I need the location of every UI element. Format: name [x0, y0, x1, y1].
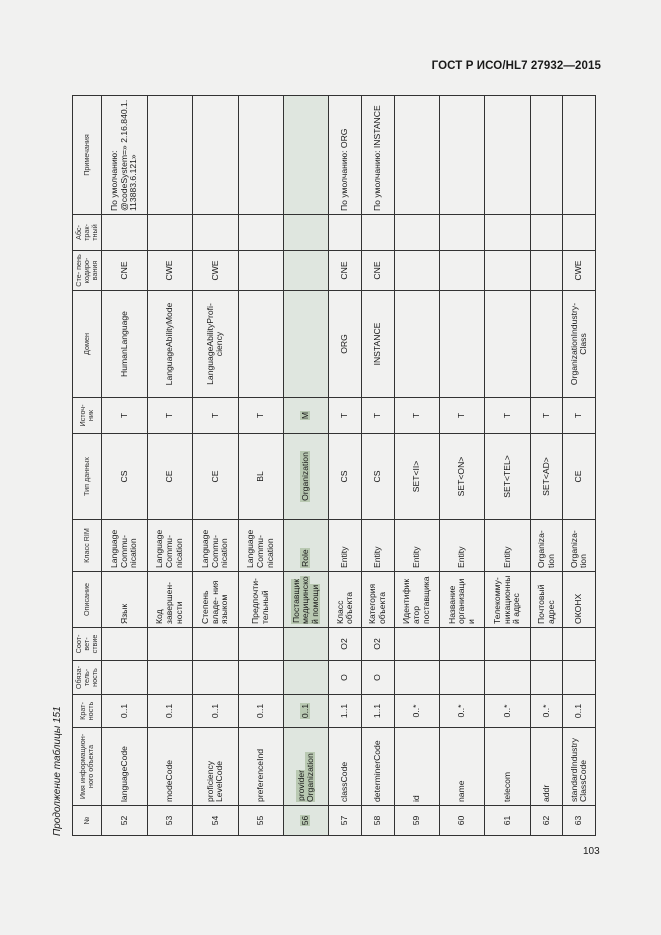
cell-abstract — [485, 215, 530, 251]
rotated-table-container — [72, 96, 596, 836]
cell-rim-class: Role — [284, 520, 329, 572]
cell-conformance — [530, 628, 563, 661]
table-row — [530, 96, 563, 836]
cell-coding: CNE — [361, 251, 394, 291]
page-number: 103 — [583, 846, 600, 857]
cell-cardinality: 0..* — [394, 695, 439, 728]
cell-cardinality: 0..1 — [563, 695, 596, 728]
cell-object-name: id — [394, 728, 439, 806]
cell-mandatory — [530, 661, 563, 695]
cell-domain: INSTANCE — [361, 291, 394, 398]
cell-notes: По умолчанию: INSTANCE — [361, 96, 394, 215]
cell-source: T — [193, 398, 238, 434]
cell-coding: CWE — [563, 251, 596, 291]
table-row — [485, 96, 530, 836]
cell-rim-class: Entity — [361, 520, 394, 572]
col-header-name: Имя информацион- ного объекта — [73, 728, 102, 806]
cell-source: T — [361, 398, 394, 434]
cell-description: Код завершен- ности — [147, 572, 192, 628]
cell-domain: OrganizationIndustry- Class — [563, 291, 596, 398]
cell-coding: CNE — [329, 251, 362, 291]
cell-conformance: O2 — [329, 628, 362, 661]
col-header-abstract: Абс- трак- тный — [73, 215, 102, 251]
cell-rim-class: Language Commu- nication — [238, 520, 283, 572]
cell-coding: CNE — [102, 251, 147, 291]
cell-conformance — [563, 628, 596, 661]
col-header-no: № — [73, 806, 102, 836]
cell-abstract — [147, 215, 192, 251]
cell-domain — [394, 291, 439, 398]
cell-notes — [147, 96, 192, 215]
cell-notes — [284, 96, 329, 215]
cell-number: 62 — [530, 806, 563, 836]
cell-rim-class: Language Commu- nication — [193, 520, 238, 572]
cell-cardinality: 0..* — [530, 695, 563, 728]
cell-domain — [530, 291, 563, 398]
cell-object-name: name — [439, 728, 484, 806]
cell-object-name: proficiency LevelCode — [193, 728, 238, 806]
cell-mandatory — [193, 661, 238, 695]
cell-rim-class: Organiza- tion — [530, 520, 563, 572]
cell-notes — [485, 96, 530, 215]
cell-description: Поставщик медицинской помощи — [284, 572, 329, 628]
cell-domain: ORG — [329, 291, 362, 398]
cell-mandatory — [147, 661, 192, 695]
cell-data-type: SET<AD> — [530, 434, 563, 520]
cell-cardinality: 0..* — [439, 695, 484, 728]
cell-domain — [439, 291, 484, 398]
cell-number: 57 — [329, 806, 362, 836]
cell-notes — [238, 96, 283, 215]
cell-abstract — [530, 215, 563, 251]
cell-conformance — [284, 628, 329, 661]
col-header-rim-class: Класс RIM — [73, 520, 102, 572]
cell-cardinality: 1..1 — [361, 695, 394, 728]
cell-object-name: telecom — [485, 728, 530, 806]
cell-notes — [439, 96, 484, 215]
cell-abstract — [238, 215, 283, 251]
cell-description: Класс объекта — [329, 572, 362, 628]
cell-conformance — [394, 628, 439, 661]
cell-abstract — [361, 215, 394, 251]
cell-number: 55 — [238, 806, 283, 836]
cell-mandatory — [563, 661, 596, 695]
cell-object-name: standardIndustry ClassCode — [563, 728, 596, 806]
cell-abstract — [284, 215, 329, 251]
document-header: ГОСТ Р ИСО/HL7 27932—2015 — [431, 60, 601, 72]
cell-cardinality: 0..* — [485, 695, 530, 728]
cell-domain — [238, 291, 283, 398]
cell-number: 59 — [394, 806, 439, 836]
table-row — [238, 96, 283, 836]
cell-abstract — [563, 215, 596, 251]
cell-data-type: CS — [329, 434, 362, 520]
cell-data-type: CS — [102, 434, 147, 520]
cell-domain — [485, 291, 530, 398]
cell-rim-class: Entity — [439, 520, 484, 572]
cell-conformance — [102, 628, 147, 661]
cell-object-name: addr — [530, 728, 563, 806]
cell-source: T — [563, 398, 596, 434]
col-header-cardinality: Крат- ность — [73, 695, 102, 728]
cell-abstract — [102, 215, 147, 251]
cell-description: Предпочти- тельный — [238, 572, 283, 628]
cell-description: Язык — [102, 572, 147, 628]
table-row — [193, 96, 238, 836]
cell-source: T — [439, 398, 484, 434]
cell-coding — [530, 251, 563, 291]
cell-abstract — [329, 215, 362, 251]
cell-description: Степень владе- ния языком — [193, 572, 238, 628]
cell-rim-class: Entity — [329, 520, 362, 572]
cell-source: T — [485, 398, 530, 434]
cell-description: Идентификатор поставщика — [394, 572, 439, 628]
col-header-description: Описание — [73, 572, 102, 628]
cell-mandatory — [238, 661, 283, 695]
cell-notes — [563, 96, 596, 215]
cell-mandatory: O — [361, 661, 394, 695]
cell-mandatory — [102, 661, 147, 695]
cell-abstract — [193, 215, 238, 251]
cell-source: T — [147, 398, 192, 434]
cell-number: 52 — [102, 806, 147, 836]
cell-notes — [193, 96, 238, 215]
cell-abstract — [394, 215, 439, 251]
cell-rim-class: Language Commu- nication — [147, 520, 192, 572]
cell-data-type: SET<ON> — [439, 434, 484, 520]
cell-data-type: Organization — [284, 434, 329, 520]
table-row — [284, 96, 329, 836]
cell-notes: По умолчанию: @codeSystem=» 2.16.840.1. 113883.6.121» — [102, 96, 147, 215]
cell-description: ОКОНХ — [563, 572, 596, 628]
cell-object-name: determinerCode — [361, 728, 394, 806]
cell-object-name: preferenceInd — [238, 728, 283, 806]
table-header-row — [73, 96, 102, 836]
cell-object-name: modeCode — [147, 728, 192, 806]
cell-data-type: SET<II> — [394, 434, 439, 520]
table-row — [102, 96, 147, 836]
cell-description: Название организации — [439, 572, 484, 628]
cell-data-type: SET<TEL> — [485, 434, 530, 520]
col-header-data-type: Тип данных — [73, 434, 102, 520]
cell-rim-class: Language Commu- nication — [102, 520, 147, 572]
cell-rim-class: Entity — [394, 520, 439, 572]
cell-source: T — [530, 398, 563, 434]
cell-source: T — [394, 398, 439, 434]
cell-number: 61 — [485, 806, 530, 836]
cell-mandatory: O — [329, 661, 362, 695]
cell-mandatory — [485, 661, 530, 695]
cell-description: Телекомму- никационный адрес — [485, 572, 530, 628]
cell-domain: LanguageAbilityMode — [147, 291, 192, 398]
col-header-notes: Примечания — [73, 96, 102, 215]
table-body — [102, 96, 596, 836]
table-row — [147, 96, 192, 836]
cell-object-name: languageCode — [102, 728, 147, 806]
cell-cardinality: 0..1 — [102, 695, 147, 728]
cell-cardinality: 0..1 — [284, 695, 329, 728]
cell-data-type: CS — [361, 434, 394, 520]
cell-conformance — [238, 628, 283, 661]
cell-mandatory — [284, 661, 329, 695]
cell-source: M — [284, 398, 329, 434]
cell-coding — [238, 251, 283, 291]
table-row — [394, 96, 439, 836]
cell-number: 54 — [193, 806, 238, 836]
cell-conformance — [439, 628, 484, 661]
cell-coding: CWE — [193, 251, 238, 291]
table-caption: Продолжение таблицы 151 — [52, 706, 63, 836]
cell-data-type: CE — [193, 434, 238, 520]
attributes-table — [72, 95, 596, 836]
cell-cardinality: 0..1 — [193, 695, 238, 728]
cell-mandatory — [439, 661, 484, 695]
cell-number: 53 — [147, 806, 192, 836]
cell-source: T — [238, 398, 283, 434]
cell-mandatory — [394, 661, 439, 695]
col-header-source: Источ- ник — [73, 398, 102, 434]
cell-abstract — [439, 215, 484, 251]
cell-object-name: classCode — [329, 728, 362, 806]
cell-number: 58 — [361, 806, 394, 836]
col-header-mandatory: Обяза- тель- ность — [73, 661, 102, 695]
cell-object-name: provider Organization — [284, 728, 329, 806]
col-header-domain: Домен — [73, 291, 102, 398]
cell-coding — [485, 251, 530, 291]
cell-number: 60 — [439, 806, 484, 836]
cell-data-type: CE — [147, 434, 192, 520]
table-wrapper — [72, 96, 596, 836]
cell-description: Почтовый адрес — [530, 572, 563, 628]
cell-cardinality: 0..1 — [147, 695, 192, 728]
cell-conformance — [147, 628, 192, 661]
table-row — [563, 96, 596, 836]
cell-domain: HumanLanguage — [102, 291, 147, 398]
cell-domain: LanguageAbilityProfi- ciency — [193, 291, 238, 398]
cell-source: T — [102, 398, 147, 434]
cell-coding — [439, 251, 484, 291]
cell-rim-class: Entity — [485, 520, 530, 572]
cell-coding — [284, 251, 329, 291]
cell-cardinality: 1..1 — [329, 695, 362, 728]
cell-data-type: BL — [238, 434, 283, 520]
table-row — [361, 96, 394, 836]
cell-notes — [394, 96, 439, 215]
col-header-conformance: Соот- вет- ствие — [73, 628, 102, 661]
cell-notes — [530, 96, 563, 215]
cell-coding — [394, 251, 439, 291]
cell-description: Категория объекта — [361, 572, 394, 628]
table-row — [329, 96, 362, 836]
cell-domain — [284, 291, 329, 398]
cell-conformance: O2 — [361, 628, 394, 661]
cell-conformance — [485, 628, 530, 661]
cell-rim-class: Organiza- tion — [563, 520, 596, 572]
table-row — [439, 96, 484, 836]
cell-cardinality: 0..1 — [238, 695, 283, 728]
cell-number: 63 — [563, 806, 596, 836]
cell-source: T — [329, 398, 362, 434]
cell-data-type: CE — [563, 434, 596, 520]
cell-number: 56 — [284, 806, 329, 836]
cell-coding: CWE — [147, 251, 192, 291]
col-header-coding: Сте- пень кодиро- вания — [73, 251, 102, 291]
cell-conformance — [193, 628, 238, 661]
cell-notes: По умолчанию: ORG — [329, 96, 362, 215]
